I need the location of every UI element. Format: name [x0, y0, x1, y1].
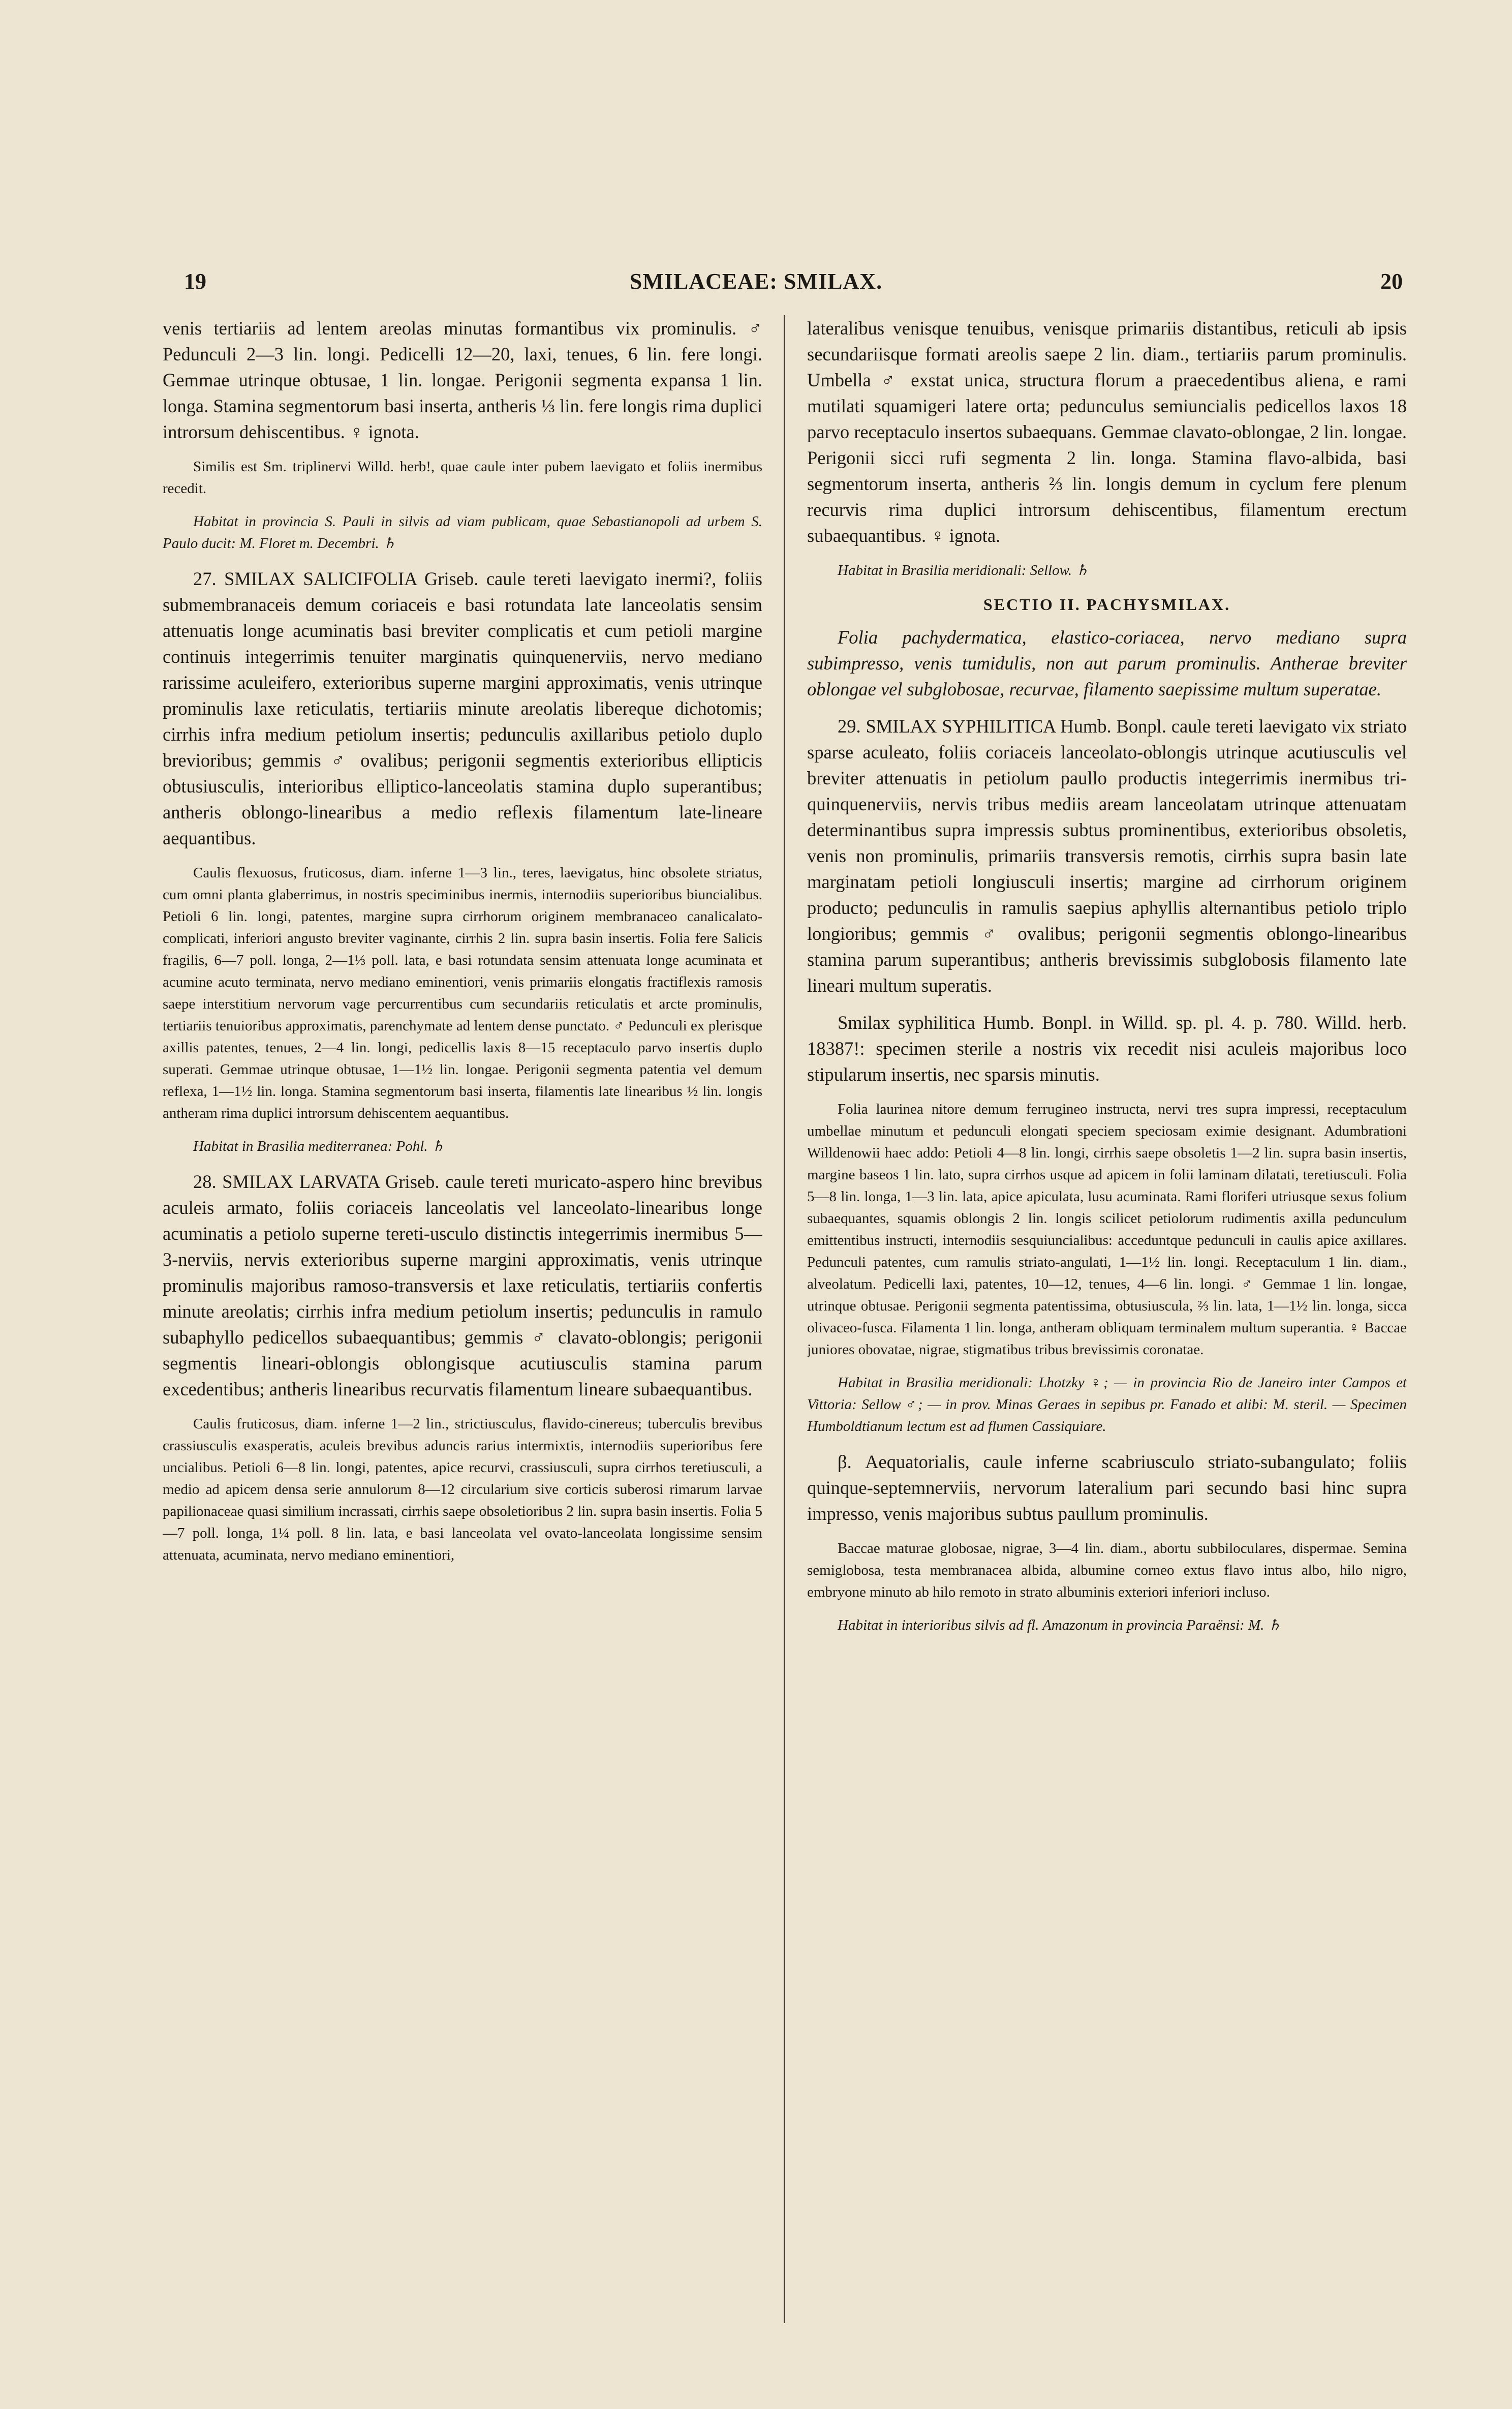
paragraph: Folia laurinea nitore demum ferrugineo instructa, nervi tres supra impressi, receptaculum umbellae minutum et pedunculi elongati speciem speciosam eximie designant. Adumbrationi Willdenowii haec addo: Petioli 4—8 lin. longi, cirrhis saepe obsoletis 1—2 lin. supra basin insertis, margine baseos 1 lin. lato, supra cirrhos usque ad apicem in folii laminam dilatati, teretiusculi. Folia 5—8 lin. longa, 1—3 lin. lata, apice apiculata, lusu acuminata. Rami floriferi utriusque sexus folium subaequantes, squamis oblongis 2 lin. longis scilicet petiolorum rudimentis axilla pedunculum emittentibus instructi, internodiis sesquiuncialibus: acceduntque pedunculi in caulis apice axillares. Pedunculi patentes, cum ramulis striato-angulati, 1—1½ lin. longi. Receptaculum 1 lin. diam., alveolatum. Pedicelli laxi, patentes, 10—12, tenues, 4—6 lin. longi. ♂ Gemmae 1 lin. longae, utrinque obtusae. Perigonii segmenta patentissima, obtusiuscula, ⅔ lin. lata, 1—1½ lin. longa, sicca olivaceo-fusca. Filamenta 1 lin. longa, antheram obliquam terminalem multum superantia. ♀ Baccae juniores obovatae, nigrae, stigmatibus tribus brevissimis coronatae. [807, 1101, 1407, 1358]
paragraph: Similis est Sm. triplinervi Willd. herb!, quae caule inter pubem laevigato et foliis inermibus recedit. [163, 459, 762, 497]
paragraph: Caulis flexuosus, fruticosus, diam. inferne 1—3 lin., teres, laevigatus, hinc obsolete striatus, cum omni planta glaberrimus, in nostris speciminibus inermis, internodiis superioribus biuncialibus. Petioli 6 lin. longi, patentes, margine supra cirrhorum originem membranaceo canalicalato-complicati, inferiori angusto breviter vaginante, cirrhis 2 lin. supra basin insertis. Folia fere Salicis fragilis, 6—7 poll. longa, 2—1⅓ poll. lata, e basi rotundata sensim attenuata longe acuminata et acumine acuto terminata, nervo mediano eminentiori, venis primariis elongatis fractiflexis ramosis saepe interstitium nervorum vage percurrentibus cum secundariis reticulatis et arcte prominulis, tertiariis tenuioribus approximatis, parenchymate ad lentem dense punctato. ♂ Pedunculi ex plerisque axillis patentes, tenues, 2—4 lin. longi, pedicellis laxis 8—15 receptaculo parvo insertis duplo superati. Gemmae utrinque obtusae, 1—1½ lin. longae. Perigonii segmenta patentia vel demum reflexa, 1—1½ lin. longa. Stamina segmentorum basi inserta, filamentis late linearibus ½ lin. longis antheram rima duplici introrsum dehiscentem aequantibus. [163, 865, 762, 1121]
right-page-number: 20 [1380, 269, 1403, 294]
left-page-number: 19 [184, 269, 206, 294]
column-rule [784, 315, 785, 2323]
paragraph: Caulis fruticosus, diam. inferne 1—2 lin., strictiusculus, flavido-cinereus; tuberculis brevibus crassiusculis exasperatis, aculeis brevibus aduncis rarius intermixtis, internodiis superioribus fere uncialibus. Petioli 6—8 lin. longi, patentes, apice recurvi, crassiusculi, supra cirrhos teretiusculi, a medio ad apicem densa serie annulorum 8—12 circularium sive corticis suberosi rimarum larvae papilionaceae quasi similium incrassati, cirrhis saepe obsoletioribus 2 lin. supra basin insertis. Folia 5—7 poll. longa, 1¼ poll. 8 lin. lata, e basi lanceolata vel ovato-lanceolata longissime sensim attenuata, acuminata, nervo mediano eminentiori, [163, 1416, 762, 1563]
paragraph: Habitat in Brasilia mediterranea: Pohl. ♄ [193, 1138, 445, 1154]
paragraph: Baccae maturae globosae, nigrae, 3—4 lin. diam., abortu subbiloculares, dispermae. Semina semiglobosa, testa membranacea albida, albumine corneo extus flavo intus albo, hilo nigro, embryone minuto ab hilo remoto in strato albuminis exteriori inferiori incluso. [807, 1540, 1407, 1600]
paragraph: venis tertiariis ad lentem areolas minutas formantibus vix prominulis. ♂ Pedunculi 2—3 lin. longi. Pedicelli 12—20, laxi, tenues, 6 lin. fere longi. Gemmae utrinque obtusae, 1 lin. longae. Perigonii segmenta expansa 1 lin. longa. Stamina segmentorum basi inserta, antheris ⅓ lin. fere longis rima duplici introrsum dehiscentibus. ♀ ignota. [163, 318, 762, 442]
paragraph: 29. SMILAX SYPHILITICA Humb. Bonpl. caule tereti laevigato vix striato sparse aculeato, foliis coriaceis lanceolato-oblongis utrinque acutiusculis vel breviter attenuatis in petiolum paullo productis integerrimis inermibus tri-quinquenerviis, nervis tribus mediis aream lanceolatam utrinque attenuatam determinantibus supra impressis subtus prominentibus, exterioribus obsoletis, venis non prominulis, primariis transversis remotis, cirrhis supra basin late marginatam petioli longiusculi insertis; margine ad cirrhorum originem producto; pedunculis in ramulis saepius aphyllis alternantibus petiolo triplo longioribus; gemmis ♂ ovalibus; perigonii segmentis oblongo-linearibus stamina parum superantibus; antheris brevissimis subglobosis filamento late lineari multum superatis. [807, 716, 1407, 996]
paragraph: Habitat in provincia S. Pauli in silvis ad viam publicam, quae Sebastianopoli ad urbem S. Paulo ducit: M. Floret m. Decembri. ♄ [163, 513, 762, 552]
paragraph: 28. SMILAX LARVATA Griseb. caule tereti muricato-aspero hinc brevibus aculeis armato, foliis coriaceis lanceolatis vel lanceolato-linearibus longe acuminatis a petiolo superne tereti-usculo distinctis integerrimis inermibus 5—3-nerviis, nervis exterioribus superne margini approximatis, venis utrinque prominulis majoribus ramoso-transversis et laxe reticulatis, tertiariis confertis minute areolatis; cirrhis infra medium petiolum insertis; pedunculis in ramulo subaphyllo pedicellos subaequantibus; gemmis ♂ clavato-oblongis; perigonii segmentis lineari-oblongis oblongisque acutiusculis stamina parum excedentibus; antheris linearibus recurvatis filamentum lineare subaequantibus. [163, 1171, 762, 1399]
right-column [807, 315, 1407, 2323]
paragraph: 27. SMILAX SALICIFOLIA Griseb. caule tereti laevigato inermi?, foliis submembranaceis demum coriaceis e basi rotundata late lanceolatis sensim attenuatis longe acuminatis basi breviter complicatis et cum petioli margine continuis integerrimis tenuiter marginatis quinquenerviis, nervo mediano rarissime aculeifero, exterioribus superne margini approximatis, venis utrinque prominulis laxe reticulatis, tertiariis minute areolatis libereque dichotomis; cirrhis infra medium petiolum insertis; pedunculis axillaribus petiolo duplo brevioribus; gemmis ♂ ovalibus; perigonii segmentis exterioribus ellipticis obtusiusculis, interioribus elliptico-lanceolatis stamina duplo superantibus; antheris oblongo-linearibus a medio reflexis filamentum late-lineare aequantibus. [163, 568, 762, 848]
paragraph: SECTIO II. PACHYSMILAX. [983, 595, 1231, 614]
running-header [0, 268, 1512, 299]
paragraph: Habitat in Brasilia meridionali: Lhotzky ♀; — in provincia Rio de Janeiro inter Campos et Vittoria: Sellow ♂; — in prov. Minas Geraes in sepibus pr. Fanado et alibi: M. steril. — Specimen Humboldtianum lectum est ad flumen Cassiquiare. [807, 1375, 1407, 1435]
paragraph: lateralibus venisque tenuibus, venisque primariis distantibus, reticuli ab ipsis secundariisque formati areolis saepe 2 lin. diam., tertiariis parum prominulis. Umbella ♂ exstat unica, structura florum a praecedentibus aliena, e rami mutilati squamigeri latere orta; pedunculus semiuncialis pedicellos laxos 18 parvo receptaculo insertos subaequans. Gemmae clavato-oblongae, 2 lin. longae. Perigonii sicci rufi segmenta 2 lin. longa. Stamina flavo-albida, basi segmentorum inserta, antheris ⅔ lin. longis demum in cyclum fere plenum recurvis rima duplici introrsum dehiscentibus, filamentum erectum subaequantibus. ♀ ignota. [807, 318, 1407, 546]
paragraph: Habitat in interioribus silvis ad fl. Amazonum in provincia Paraënsi: M. ♄ [838, 1617, 1281, 1633]
left-column [163, 315, 762, 2323]
paragraph: Smilax syphilitica Humb. Bonpl. in Willd. sp. pl. 4. p. 780. Willd. herb. 18387!: specimen sterile a nostris vix recedit nisi aculeis majoribus loco stipularum insertis, nec sparsis minutis. [807, 1012, 1407, 1085]
paragraph: Folia pachydermatica, elastico-coriacea, nervo mediano supra subimpresso, venis tumidulis, non aut parum prominulis. Antherae breviter oblongae vel subglobosae, recurvae, filamento saepissime multum superatae. [807, 627, 1407, 699]
paragraph: Habitat in Brasilia meridionali: Sellow. ♄ [838, 562, 1089, 578]
paragraph: β. Aequatorialis, caule inferne scabriusculo striato-subangulato; foliis quinque-septemnerviis, nervorum lateralium pari secundo basi hinc supra impresso, venis majoribus subtus paullum prominulis. [807, 1451, 1407, 1524]
running-title: SMILACEAE: SMILAX. [629, 269, 883, 294]
